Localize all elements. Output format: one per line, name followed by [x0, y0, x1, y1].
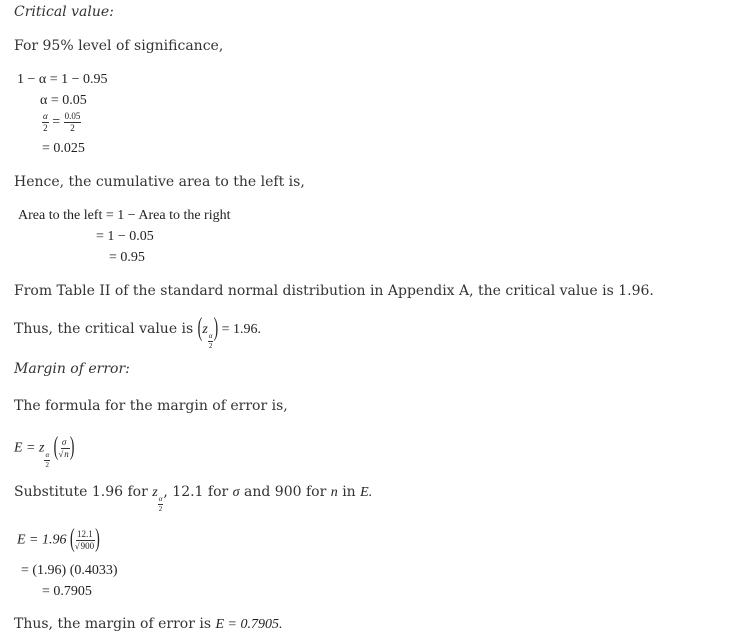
table-sentence: From Table II of the standard normal distribution in Appendix A, the critical value is 1.96.: [14, 283, 654, 299]
conclusion: Thus, the margin of error is E = 0.7905.: [14, 616, 283, 632]
alpha-half-line: $\frac{\alpha}{2}$ = $\frac{0.05}{2}$: [43, 111, 81, 133]
margin-heading: Margin of error:: [14, 361, 130, 377]
alpha-line-4: = 0.025: [42, 141, 85, 156]
formula-intro: The formula for the margin of error is,: [14, 398, 288, 414]
area-line-1: Area to the left = 1 − Area to the right: [18, 208, 231, 223]
critical-result: Thus, the critical value is (z $\frac{\alpha}{2}$ ) = 1.96.: [14, 314, 262, 350]
margin-calc-line-2: = (1.96) (0.4033): [21, 563, 118, 578]
area-line-3: = 0.95: [109, 250, 145, 265]
margin-formula: E = z $\frac{\alpha}{2}$ ( $\frac{\sigma}{√n}$ ): [14, 433, 75, 469]
area-line-2: = 1 − 0.05: [96, 229, 154, 244]
alpha-line-1: 1 − α = 1 − 0.95: [17, 72, 108, 87]
critical-value-heading: Critical value:: [14, 4, 114, 20]
cumulative-intro: Hence, the cumulative area to the left is,: [14, 174, 305, 190]
margin-calc-line-1: E = 1.96 ( $\frac{12.1}{√900}$ ): [17, 525, 100, 554]
significance-intro: For 95% level of significance,: [14, 38, 224, 54]
alpha-line-2: α = 0.05: [40, 93, 87, 108]
substitute-sentence: Substitute 1.96 for z $\frac{\alpha}{2}$ , 12.1 for σ and 900 for n in E.: [14, 484, 373, 513]
margin-calc-line-3: = 0.7905: [42, 584, 92, 599]
